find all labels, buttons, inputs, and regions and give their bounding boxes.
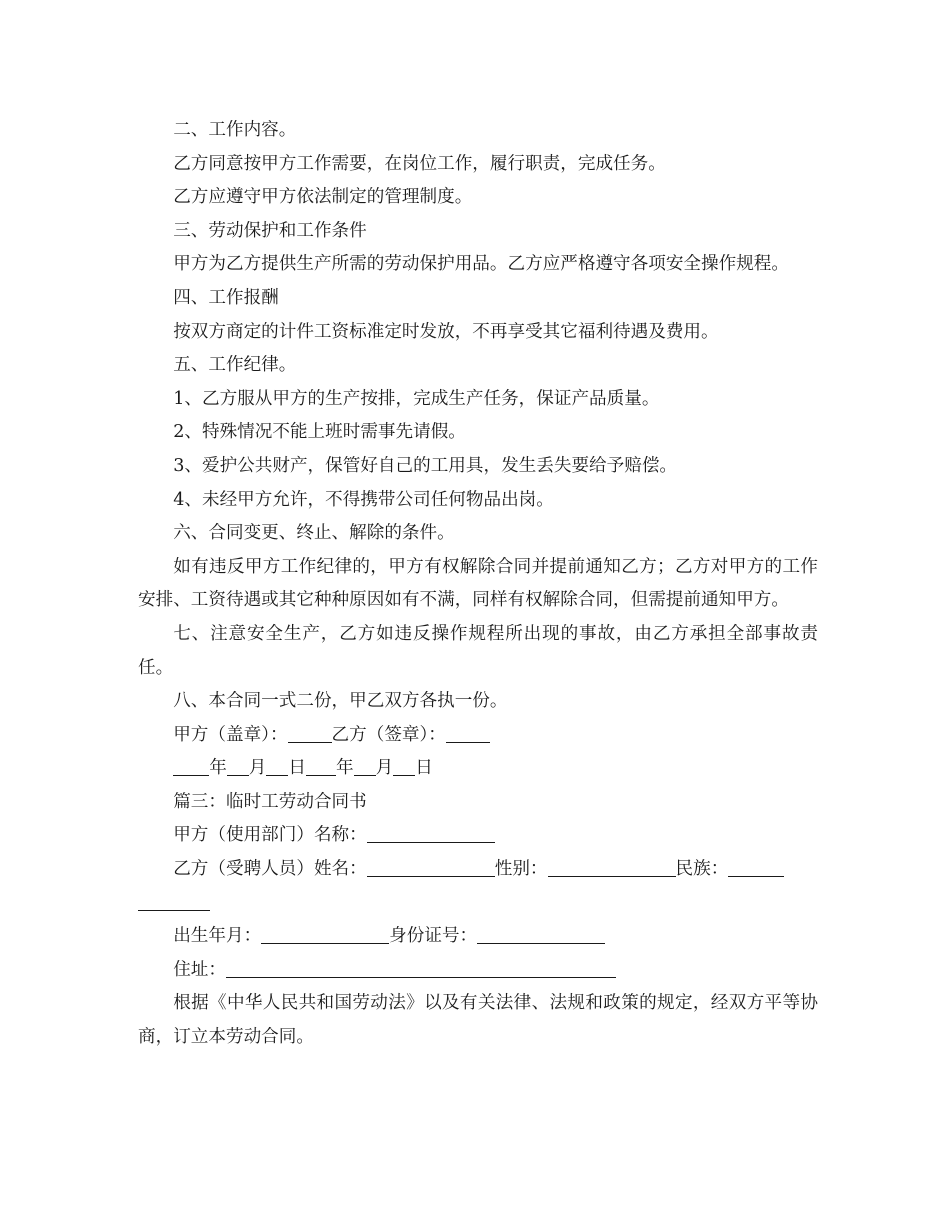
gender-label: 性别： bbox=[494, 859, 548, 880]
discipline-item-3: 3、爱护公共财产，保管好自己的工用具，发生丢失要给予赔偿。 bbox=[173, 455, 678, 476]
party-a-name-blank bbox=[367, 825, 495, 844]
party-a-name-label: 甲方（使用部门）名称： bbox=[173, 825, 367, 846]
section-five-heading: 五、工作纪律。 bbox=[173, 355, 297, 376]
section-three-title: 篇三：临时工劳动合同书 bbox=[173, 791, 367, 812]
year-label-a: 年 bbox=[209, 758, 227, 779]
date-line bbox=[138, 752, 818, 786]
document-body bbox=[138, 114, 818, 1055]
day-blank-a bbox=[266, 758, 288, 777]
work-content-clause-2: 乙方应遵守甲方依法制定的管理制度。 bbox=[173, 187, 473, 208]
gender-blank bbox=[548, 858, 676, 877]
termination-clause: 如有违反甲方工作纪律的，甲方有权解除合同并提前通知乙方；乙方对甲方的工作安排、工资待遇或其它种种原因如有不满，同样有权解除合同，但需提前通知甲方。 bbox=[138, 556, 818, 611]
id-number-blank bbox=[477, 926, 605, 945]
birth-id-line bbox=[138, 920, 818, 954]
id-number-label: 身份证号： bbox=[389, 926, 478, 947]
month-label-a: 月 bbox=[248, 758, 267, 779]
section-six-heading: 六、合同变更、终止、解除的条件。 bbox=[173, 523, 455, 544]
birth-blank bbox=[261, 926, 389, 945]
party-a-seal-label: 甲方（盖章）： bbox=[173, 724, 288, 745]
year-blank-b bbox=[306, 758, 336, 777]
day-blank-b bbox=[393, 758, 415, 777]
birth-label: 出生年月： bbox=[173, 926, 262, 947]
month-label-b: 月 bbox=[375, 758, 394, 779]
party-b-info-line bbox=[138, 853, 818, 887]
address-blank bbox=[226, 959, 616, 978]
signature-line bbox=[138, 719, 818, 753]
party-b-sign-label: 乙方（签章）： bbox=[331, 724, 446, 745]
address-line bbox=[138, 954, 818, 988]
safety-clause: 七、注意安全生产，乙方如违反操作规程所出现的事故，由乙方承担全部事故责任。 bbox=[138, 623, 818, 678]
discipline-item-1: 1、乙方服从甲方的生产按排，完成生产任务，保证产品质量。 bbox=[173, 388, 660, 409]
copies-clause: 八、本合同一式二份，甲乙双方各执一份。 bbox=[173, 691, 508, 712]
ethnicity-blank-continued bbox=[138, 887, 818, 921]
protection-clause: 甲方为乙方提供生产所需的劳动保护用品。乙方应严格遵守各项安全操作规程。 bbox=[173, 254, 789, 275]
month-blank-b bbox=[354, 758, 376, 777]
ethnicity-blank bbox=[728, 858, 784, 877]
section-three-heading: 三、劳动保护和工作条件 bbox=[173, 220, 367, 241]
party-b-sign-blank bbox=[446, 724, 490, 743]
party-b-name-blank bbox=[367, 858, 495, 877]
section-four-heading: 四、工作报酬 bbox=[173, 287, 279, 308]
party-a-name-line bbox=[138, 819, 818, 853]
year-blank-a bbox=[173, 758, 209, 777]
discipline-item-4: 4、未经甲方允许，不得携带公司任何物品出岗。 bbox=[173, 489, 554, 510]
ethnicity-label: 民族： bbox=[675, 859, 729, 880]
year-label-b: 年 bbox=[336, 758, 354, 779]
party-a-seal-blank bbox=[288, 724, 332, 743]
work-content-clause-1: 乙方同意按甲方工作需要，在岗位工作，履行职责，完成任务。 bbox=[173, 153, 666, 174]
pay-clause: 按双方商定的计件工资标准定时发放，不再享受其它福利待遇及费用。 bbox=[173, 321, 719, 342]
discipline-item-2: 2、特殊情况不能上班时需事先请假。 bbox=[173, 422, 466, 443]
address-label: 住址： bbox=[173, 959, 226, 980]
month-blank-a bbox=[227, 758, 249, 777]
section-two-heading: 二、工作内容。 bbox=[173, 120, 297, 140]
closing-clause: 根据《中华人民共和国劳动法》以及有关法律、法规和政策的规定，经双方平等协商，订立本劳动合同。 bbox=[138, 993, 818, 1048]
day-label-a: 日 bbox=[288, 758, 307, 779]
day-label-b: 日 bbox=[415, 758, 433, 779]
party-b-name-label: 乙方（受聘人员）姓名： bbox=[173, 859, 367, 880]
ethnicity-blank-overflow bbox=[138, 892, 210, 911]
